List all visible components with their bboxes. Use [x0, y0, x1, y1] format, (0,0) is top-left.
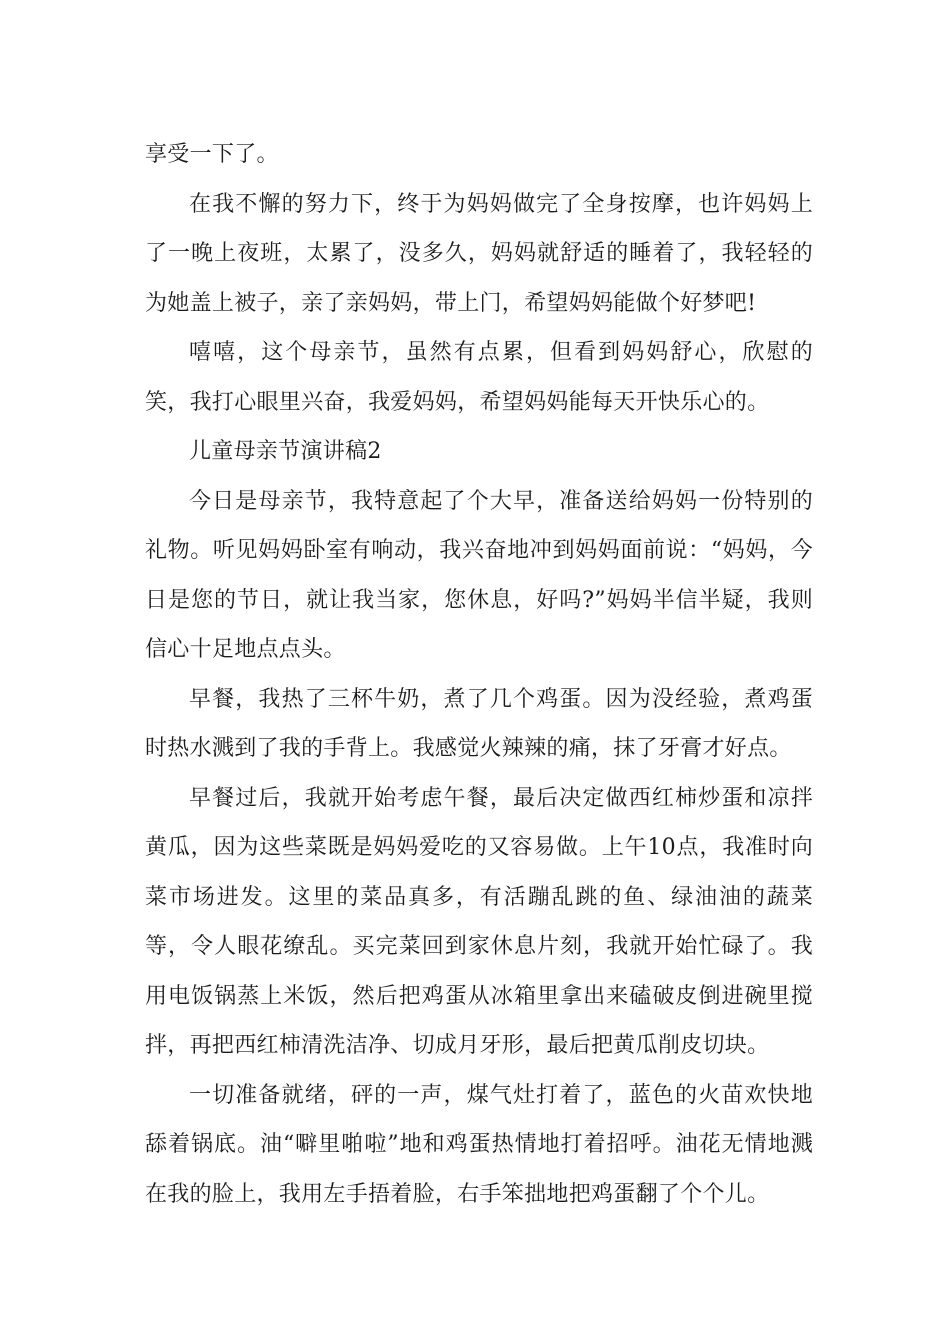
paragraph-2: 在我不懈的努力下，终于为妈妈做完了全身按摩，也许妈妈上了一晚上夜班，太累了，没多久，妈妈就舒适的睡着了，我轻轻的为她盖上被子，亲了亲妈妈，带上门，希望妈妈能做个好梦吧!	[145, 191, 813, 316]
section-heading: 儿童母亲节演讲稿2	[189, 439, 382, 464]
paragraph-7: 一切准备就绪，砰的一声，煤气灶打着了，蓝色的火苗欢快地舔着锅底。油“噼里啪啦”地和鸡蛋热情地打着招呼。油花无情地溅在我的脸上，我用左手捂着脸，右手笨拙地把鸡蛋翻了个个儿。	[145, 1082, 813, 1207]
paragraph-3: 嘻嘻，这个母亲节，虽然有点累，但看到妈妈舒心，欣慰的笑，我打心眼里兴奋，我爱妈妈，希望妈妈能每天开快乐心的。	[145, 340, 813, 415]
document-body	[145, 130, 813, 1219]
paragraph-1: 享受一下了。	[145, 142, 279, 167]
paragraph-6: 早餐过后，我就开始考虑午餐，最后决定做西红柿炒蛋和凉拌黄瓜，因为这些菜既是妈妈爱吃的又容易做。上午10点，我准时向菜市场进发。这里的菜品真多，有活蹦乱跳的鱼、绿油油的蔬菜等，令人眼花缭乱。买完菜回到家休息片刻，我就开始忙碌了。我用电饭锅蒸上米饭，然后把鸡蛋从冰箱里拿出来磕破皮倒进碗里搅拌，再把西红柿清洗洁净、切成月牙形，最后把黄瓜削皮切块。	[145, 785, 813, 1058]
paragraph-5: 早餐，我热了三杯牛奶，煮了几个鸡蛋。因为没经验，煮鸡蛋时热水溅到了我的手背上。我感觉火辣辣的痛，抹了牙膏才好点。	[145, 686, 813, 761]
paragraph-4: 今日是母亲节，我特意起了个大早，准备送给妈妈一份特别的礼物。听见妈妈卧室有响动，我兴奋地冲到妈妈面前说：“妈妈，今日是您的节日，就让我当家，您休息，好吗?”妈妈半信半疑，我则信心十足地点点头。	[145, 488, 813, 662]
